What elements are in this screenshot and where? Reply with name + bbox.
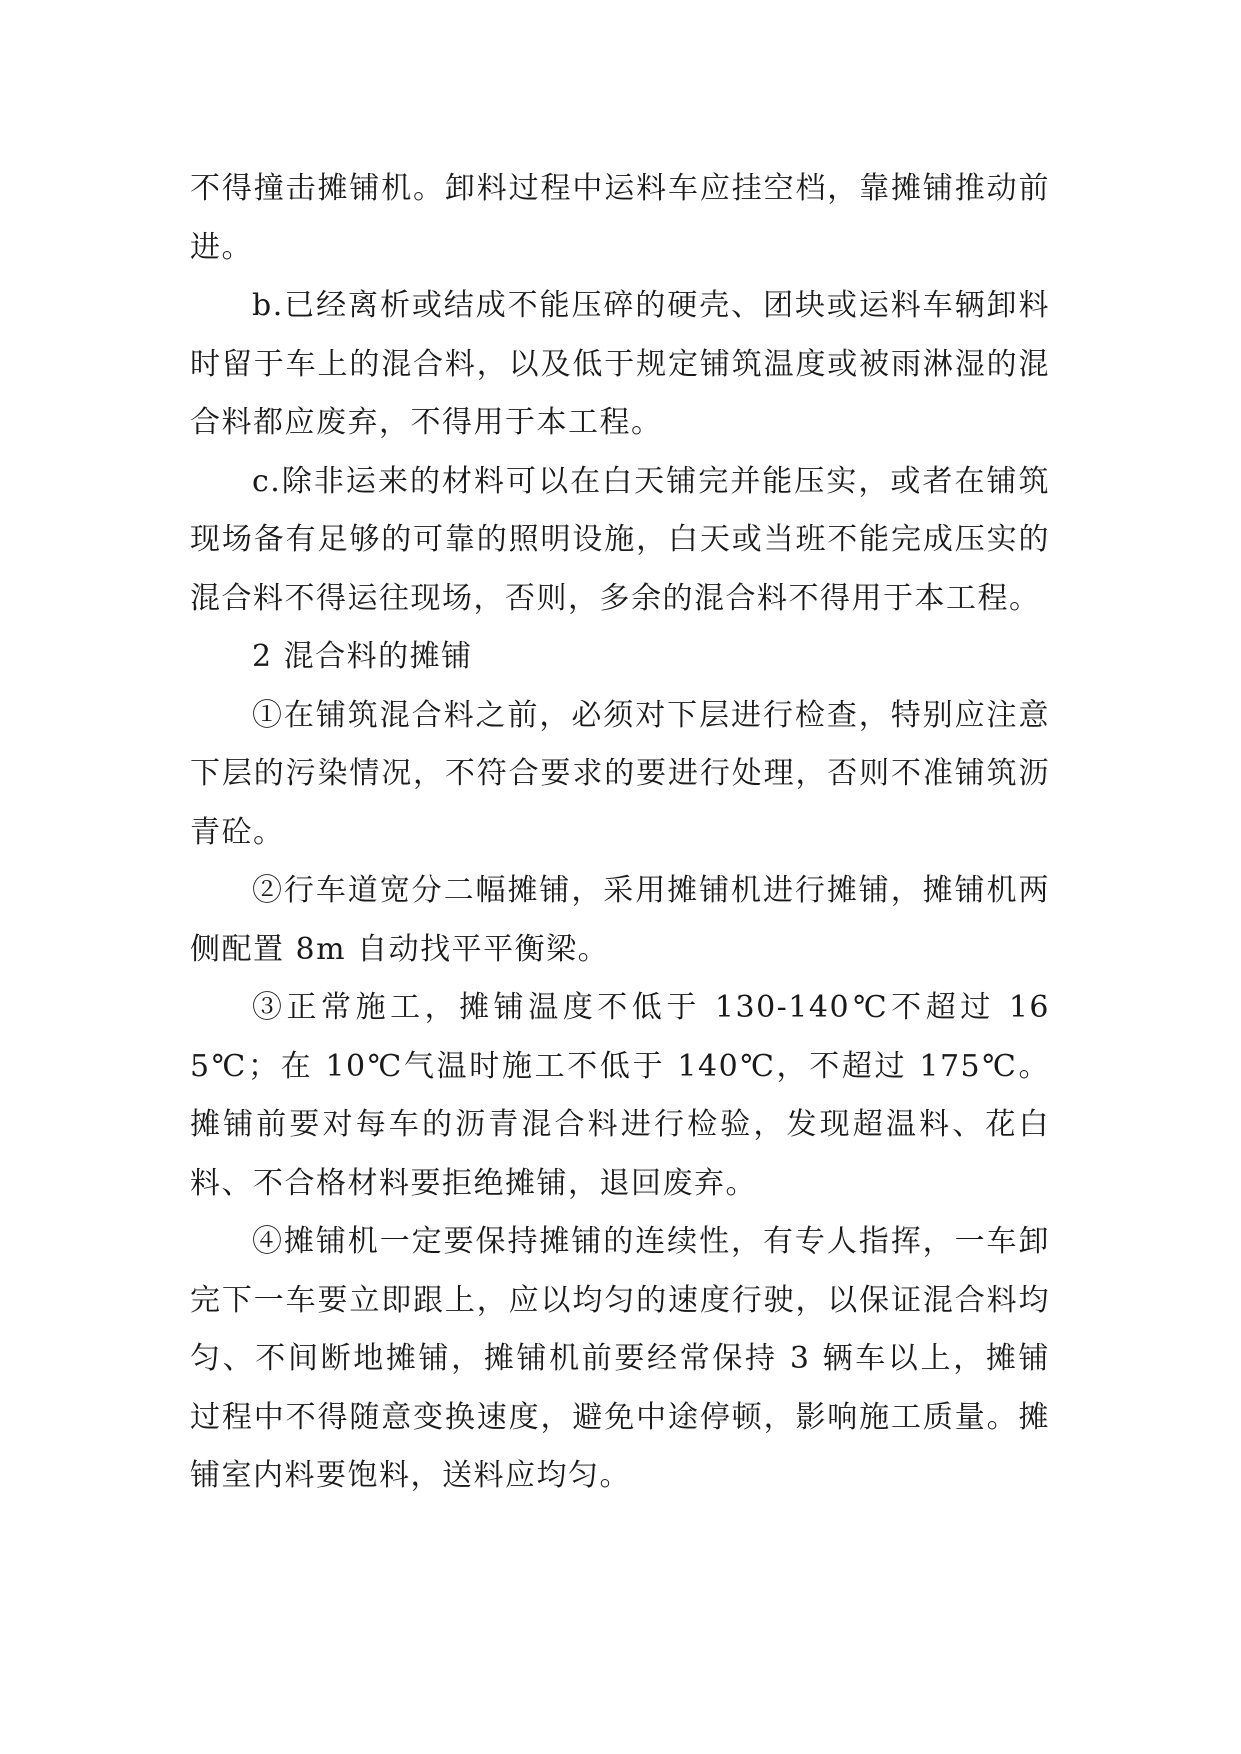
paragraph-item-2: ②行车道宽分二幅摊铺，采用摊铺机进行摊铺，摊铺机两侧配置 8m 自动找平平衡梁。 bbox=[190, 873, 1050, 967]
paragraph-item-3: ③正常施工，摊铺温度不低于 130-140℃不超过 165℃；在 10℃气温时施工不低于 140℃，不超过 175℃。摊铺前要对每车的沥青混合料进行检验，发现超温料、花白料、不合格材料要拒绝摊铺，退回废弃。 bbox=[190, 990, 1050, 1201]
paragraph-continuation: 不得撞击摊铺机。卸料过程中运料车应挂空档，靠摊铺推动前进。 bbox=[190, 171, 1050, 265]
section-heading-mix-paving: 2 混合料的摊铺 bbox=[252, 639, 473, 674]
paragraph-item-4: ④摊铺机一定要保持摊铺的连续性，有专人指挥，一车卸完下一车要立即跟上，应以均匀的速度行驶，以保证混合料均匀、不间断地摊铺，摊铺机前要经常保持 3 辆车以上，摊铺过程中不得随意变换速度，避免中途停顿，影响施工质量。摊铺室内料要饱料，送料应均匀。 bbox=[190, 1224, 1050, 1493]
paragraph-item-1: ①在铺筑混合料之前，必须对下层进行检查，特别应注意下层的污染情况，不符合要求的要进行处理，否则不准铺筑沥青砼。 bbox=[190, 697, 1050, 850]
paragraph-item-b: b.已经离析或结成不能压碎的硬壳、团块或运料车辆卸料时留于车上的混合料，以及低于规定铺筑温度或被雨淋湿的混合料都应废弃，不得用于本工程。 bbox=[190, 288, 1050, 440]
paragraph-item-c: c.除非运来的材料可以在白天铺完并能压实，或者在铺筑现场备有足够的可靠的照明设施，白天或当班不能完成压实的混合料不得运往现场，否则，多余的混合料不得用于本工程。 bbox=[190, 463, 1050, 616]
document-body bbox=[190, 160, 1050, 1506]
